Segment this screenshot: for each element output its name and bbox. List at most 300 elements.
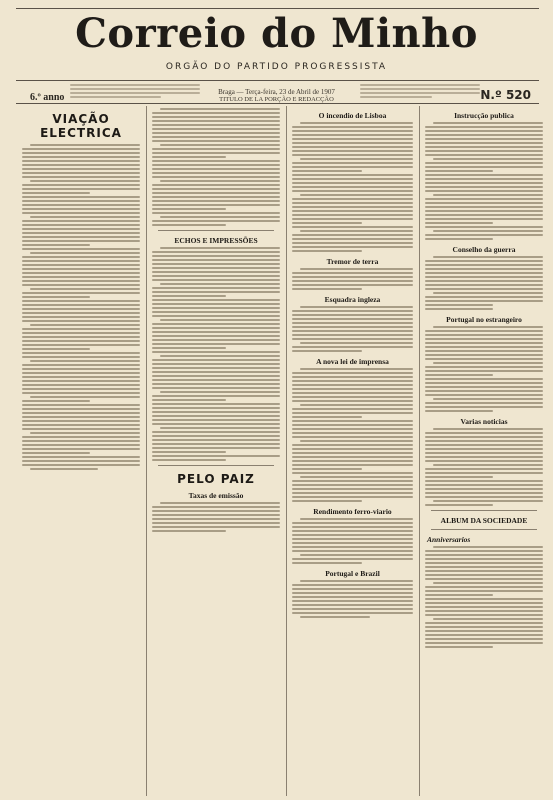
text-line (152, 140, 280, 142)
text-line (160, 283, 280, 285)
text-line (292, 238, 413, 240)
article-heading: Instrucção publica (454, 111, 514, 120)
text-line (22, 160, 140, 162)
text-line (425, 182, 543, 184)
text-line (22, 208, 140, 210)
article-heading: O incendio de Lisboa (318, 111, 387, 120)
text-line (425, 146, 543, 148)
article-body (152, 108, 280, 226)
text-line (292, 460, 413, 462)
text-line (30, 432, 140, 434)
text-line (152, 208, 226, 210)
text-line (152, 311, 280, 313)
text-line (292, 608, 413, 610)
text-line (22, 232, 140, 234)
text-line (433, 398, 543, 400)
text-line (292, 326, 413, 328)
text-line (292, 420, 413, 422)
article-body (425, 122, 543, 240)
text-line (152, 435, 280, 437)
article-heading: Tremor de terra (326, 257, 379, 266)
text-line (433, 500, 543, 502)
text-line (425, 432, 543, 434)
text-line (22, 280, 140, 282)
text-line (152, 455, 280, 457)
text-line (425, 268, 543, 270)
text-line (292, 234, 413, 236)
text-line (425, 308, 493, 310)
text-line (152, 459, 226, 461)
text-line (22, 460, 140, 462)
text-line (292, 522, 413, 524)
text-line (425, 206, 543, 208)
text-line (22, 276, 140, 278)
text-line (160, 247, 280, 249)
article-body (425, 326, 543, 412)
text-line (292, 496, 413, 498)
text-line (152, 407, 280, 409)
text-line (425, 410, 493, 412)
text-line (292, 166, 413, 168)
text-line (152, 399, 226, 401)
text-line (22, 192, 90, 194)
text-line (152, 431, 280, 433)
text-line (22, 356, 140, 358)
text-line (160, 108, 280, 110)
text-line (292, 600, 413, 602)
text-line (292, 242, 413, 244)
text-line (160, 355, 280, 357)
column-rule (286, 106, 287, 796)
text-line (22, 268, 140, 270)
section-heading: ECHOS E IMPRESSÕES (174, 236, 258, 245)
text-line (292, 596, 413, 598)
text-line (292, 558, 413, 560)
article-body (292, 122, 413, 252)
text-line (152, 291, 280, 293)
text-line (152, 411, 280, 413)
text-line (152, 439, 280, 441)
text-line (292, 338, 413, 340)
text-line (300, 342, 413, 344)
text-line (292, 448, 413, 450)
text-line (152, 375, 280, 377)
text-line (22, 272, 140, 274)
text-line (292, 500, 362, 502)
text-line (425, 602, 543, 604)
text-line (152, 259, 280, 261)
text-line (22, 400, 90, 402)
text-line (425, 550, 543, 552)
article-body (152, 247, 280, 461)
date-line (0, 88, 553, 104)
column-4 (423, 106, 545, 796)
text-line (22, 332, 140, 334)
text-line (152, 136, 280, 138)
text-line (152, 331, 280, 333)
text-line (22, 428, 140, 430)
text-line (425, 488, 543, 490)
text-line (292, 546, 413, 548)
text-line (433, 618, 543, 620)
article-body (152, 502, 280, 532)
text-line (300, 476, 413, 478)
text-line (22, 420, 140, 422)
text-line (152, 220, 280, 222)
text-line (292, 436, 413, 438)
text-line (152, 343, 280, 345)
text-line (22, 236, 140, 238)
text-line (152, 132, 280, 134)
text-line (292, 530, 413, 532)
text-line (425, 186, 543, 188)
text-line (22, 224, 140, 226)
text-line (152, 383, 280, 385)
column-2 (150, 106, 282, 796)
issue-date: Braga — Terça-feira, 23 de Abril de 1907 (218, 88, 335, 96)
text-line (425, 142, 543, 144)
text-line (30, 252, 140, 254)
text-line (425, 378, 543, 380)
text-line (22, 404, 140, 406)
text-line (292, 380, 413, 382)
text-line (152, 188, 280, 190)
text-line (22, 220, 140, 222)
text-line (152, 212, 280, 214)
text-line (22, 312, 140, 314)
text-line (425, 280, 543, 282)
text-line (152, 379, 280, 381)
article-body (292, 268, 413, 290)
text-line (425, 338, 543, 340)
text-line (152, 196, 280, 198)
text-line (425, 202, 543, 204)
text-line (152, 518, 280, 520)
text-line (425, 594, 493, 596)
masthead-subtitle: ORGÃO DO PARTIDO PROGRESSISTA (165, 62, 388, 72)
text-line (300, 440, 413, 442)
text-line (152, 160, 280, 162)
text-line (292, 182, 413, 184)
text-line (30, 468, 98, 470)
text-line (22, 152, 140, 154)
text-line (425, 330, 543, 332)
text-line (425, 472, 543, 474)
text-line (22, 352, 140, 354)
article-body (292, 580, 413, 618)
text-line (152, 506, 280, 508)
text-line (292, 612, 413, 614)
text-line (152, 510, 280, 512)
issue-number: N.º 520 (480, 88, 531, 102)
text-line (300, 230, 413, 232)
text-line (425, 170, 493, 172)
text-line (22, 296, 90, 298)
text-line (30, 288, 140, 290)
text-line (30, 396, 140, 398)
text-line (425, 504, 493, 506)
text-line (22, 384, 140, 386)
article-body (425, 546, 543, 648)
text-line (425, 598, 543, 600)
text-line (292, 424, 413, 426)
text-line (292, 178, 413, 180)
text-line (152, 287, 280, 289)
text-line (292, 334, 413, 336)
text-line (152, 267, 280, 269)
text-line (292, 350, 362, 352)
text-line (292, 444, 413, 446)
text-line (292, 376, 413, 378)
text-line (425, 174, 543, 176)
text-line (160, 216, 280, 218)
sub-heading: Taxas de emissão (188, 491, 244, 500)
text-line (152, 184, 280, 186)
text-line (425, 386, 543, 388)
text-line (152, 522, 280, 524)
text-line (292, 562, 362, 564)
article-heading: Varias noticias (460, 417, 508, 426)
text-line (425, 334, 543, 336)
text-line (300, 404, 413, 406)
text-line (292, 246, 413, 248)
text-line (425, 634, 543, 636)
issue-year: 6.º anno (30, 92, 65, 103)
article-heading: Conselho da guerra (452, 245, 516, 254)
text-line (292, 588, 413, 590)
text-line (22, 292, 140, 294)
text-line (152, 415, 280, 417)
text-line (30, 360, 140, 362)
text-line (425, 586, 543, 588)
text-line (152, 526, 280, 528)
text-line (22, 464, 140, 466)
text-line (22, 264, 140, 266)
text-line (22, 148, 140, 150)
text-line (425, 578, 543, 580)
section-heading: ALBUM DA SOCIEDADE (440, 516, 528, 525)
text-line (22, 364, 140, 366)
text-line (152, 447, 280, 449)
text-line (22, 340, 140, 342)
text-line (152, 451, 226, 453)
text-line (425, 370, 543, 372)
text-line (300, 122, 413, 124)
text-line (152, 419, 280, 421)
text-line (292, 226, 413, 228)
text-line (300, 158, 413, 160)
text-line (22, 416, 140, 418)
text-line (152, 530, 226, 532)
text-line (292, 146, 413, 148)
text-line (292, 584, 413, 586)
text-line (292, 314, 413, 316)
text-line (152, 279, 280, 281)
column-rule (419, 106, 420, 796)
text-line (425, 222, 493, 224)
text-line (300, 518, 413, 520)
text-line (22, 304, 140, 306)
text-line (292, 322, 413, 324)
text-line (152, 323, 280, 325)
text-line (152, 116, 280, 118)
article-body (22, 144, 140, 470)
text-line (292, 222, 362, 224)
text-line (425, 496, 543, 498)
text-line (425, 448, 543, 450)
text-line (425, 558, 543, 560)
text-line (22, 176, 140, 178)
article-body (292, 368, 413, 502)
text-line (292, 464, 413, 466)
text-line (292, 538, 413, 540)
text-line (425, 190, 543, 192)
text-line (292, 452, 413, 454)
text-line (425, 210, 543, 212)
article-heading: A nova lei de imprensa (316, 357, 389, 366)
text-line (425, 606, 543, 608)
text-line (152, 200, 280, 202)
text-line (292, 330, 413, 332)
text-line (425, 354, 543, 356)
text-line (22, 240, 140, 242)
text-line (425, 642, 543, 644)
text-line (22, 248, 140, 250)
issue-footer-line: TITULO DE LA PORÇÃO E REDACÇÃO (219, 96, 334, 103)
text-line (22, 440, 140, 442)
text-line (425, 214, 543, 216)
text-line (22, 328, 140, 330)
text-line (152, 176, 280, 178)
text-line (292, 468, 362, 470)
text-line (425, 460, 543, 462)
text-line (292, 218, 413, 220)
text-line (152, 164, 280, 166)
text-line (425, 390, 543, 392)
text-line (433, 194, 543, 196)
text-line (160, 502, 280, 504)
text-line (425, 566, 543, 568)
text-line (152, 263, 280, 265)
text-line (425, 638, 543, 640)
text-line (152, 387, 280, 389)
text-line (22, 388, 140, 390)
text-line (425, 436, 543, 438)
text-line (292, 384, 413, 386)
text-line (300, 194, 413, 196)
text-line (152, 335, 280, 337)
text-line (22, 444, 140, 446)
text-line (292, 412, 413, 414)
text-line (425, 238, 493, 240)
article-heading: Portugal no estrangeiro (446, 315, 522, 324)
text-line (425, 304, 493, 306)
text-line (292, 250, 362, 252)
article-body (292, 518, 413, 564)
text-line (152, 204, 280, 206)
text-line (152, 148, 280, 150)
text-line (152, 295, 226, 297)
text-line (292, 126, 413, 128)
text-line (152, 395, 280, 397)
text-line (425, 260, 543, 262)
text-line (152, 315, 280, 317)
text-line (152, 156, 226, 158)
text-line (300, 306, 413, 308)
text-line (22, 256, 140, 258)
text-line (292, 202, 413, 204)
text-line (433, 230, 543, 232)
text-line (425, 554, 543, 556)
text-line (22, 372, 140, 374)
text-line (425, 406, 543, 408)
text-line (152, 351, 280, 353)
text-line (22, 260, 140, 262)
text-line (425, 574, 543, 576)
text-line (433, 292, 543, 294)
text-line (292, 206, 413, 208)
text-line (292, 492, 413, 494)
text-line (22, 376, 140, 378)
article-heading: Rendimento ferro-viario (313, 507, 392, 516)
text-line (292, 542, 413, 544)
text-line (292, 432, 413, 434)
text-line (425, 374, 493, 376)
text-line (22, 412, 140, 414)
text-line (22, 368, 140, 370)
text-line (425, 476, 493, 478)
text-line (152, 120, 280, 122)
text-line (425, 484, 543, 486)
text-line (433, 256, 543, 258)
text-line (425, 610, 543, 612)
text-line (292, 210, 413, 212)
text-line (22, 308, 140, 310)
text-line (292, 310, 413, 312)
text-line (292, 170, 362, 172)
text-line (433, 362, 543, 364)
text-line (160, 180, 280, 182)
text-line (425, 130, 543, 132)
text-line (292, 134, 413, 136)
text-line (152, 327, 280, 329)
text-line (22, 380, 140, 382)
text-line (22, 184, 140, 186)
text-line (425, 452, 543, 454)
text-line (425, 272, 543, 274)
text-line (22, 156, 140, 158)
text-line (425, 218, 543, 220)
text-line (425, 126, 543, 128)
text-line (22, 436, 140, 438)
text-line (425, 480, 543, 482)
text-line (433, 122, 543, 124)
text-line (22, 300, 140, 302)
text-line (160, 391, 280, 393)
text-line (300, 268, 413, 270)
text-line (425, 300, 543, 302)
text-line (292, 346, 413, 348)
text-line (292, 392, 413, 394)
text-line (425, 296, 543, 298)
text-line (425, 646, 493, 648)
column-3 (290, 106, 415, 796)
article-body (292, 306, 413, 352)
text-line (22, 168, 140, 170)
text-line (425, 178, 543, 180)
text-line (22, 212, 140, 214)
text-line (425, 382, 543, 384)
